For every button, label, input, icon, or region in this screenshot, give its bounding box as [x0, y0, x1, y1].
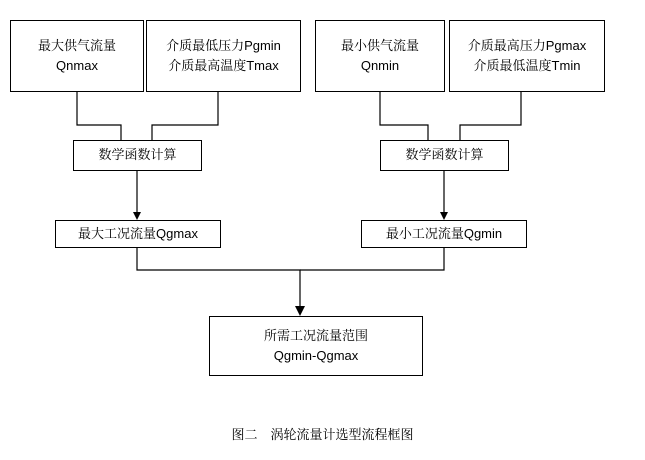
box-max-pressure-min-temp [449, 20, 605, 92]
box-min-supply-flow-line2: Qnmin [360, 58, 400, 73]
box-max-temp-line: 介质最高温度Tmax [168, 58, 279, 73]
box-min-working-flow-label: 最小工况流量Qgmin [385, 225, 503, 241]
wire-qnmin-to-calc-right [380, 92, 428, 140]
box-max-working-flow [55, 220, 221, 248]
box-min-pressure-line: 介质最低压力Pgmin [166, 37, 281, 53]
box-max-pressure-line: 介质最高压力Pgmax [467, 37, 587, 53]
box-math-function-left-label: 数学函数计算 [98, 147, 177, 163]
box-min-supply-flow [315, 20, 445, 92]
box-max-supply-flow [10, 20, 144, 92]
box-required-flow-range-line1: 所需工况流量范围 [263, 327, 368, 343]
arrow-calc-right-to-qgmin [440, 212, 448, 220]
box-max-supply-flow-line2: Qnmax [56, 58, 98, 73]
wire-pgmax-to-calc-right [460, 92, 521, 140]
box-math-function-left [73, 140, 202, 171]
wire-pgmin-to-calc-left [152, 92, 218, 140]
arrow-calc-left-to-qgmax [133, 212, 141, 220]
box-math-function-right [380, 140, 509, 171]
box-min-pressure-max-temp [146, 20, 301, 92]
wire-qgmin-to-result [300, 248, 444, 270]
wire-qgmax-to-result [137, 248, 300, 310]
arrow-merge-to-result [295, 306, 305, 316]
box-min-supply-flow-line1: 最小供气流量 [340, 37, 419, 53]
box-min-working-flow [361, 220, 527, 248]
box-max-supply-flow-line1: 最大供气流量 [37, 37, 116, 53]
figure-caption: 图二 涡轮流量计选型流程框图 [231, 427, 414, 442]
box-max-working-flow-label: 最大工况流量Qgmax [78, 225, 198, 241]
wire-qnmax-to-calc-left [77, 92, 121, 140]
box-math-function-right-label: 数学函数计算 [405, 147, 484, 163]
box-min-temp-line: 介质最低温度Tmin [473, 58, 581, 73]
box-required-flow-range [209, 316, 423, 376]
box-required-flow-range-line2: Qgmin-Qgmax [273, 348, 359, 363]
